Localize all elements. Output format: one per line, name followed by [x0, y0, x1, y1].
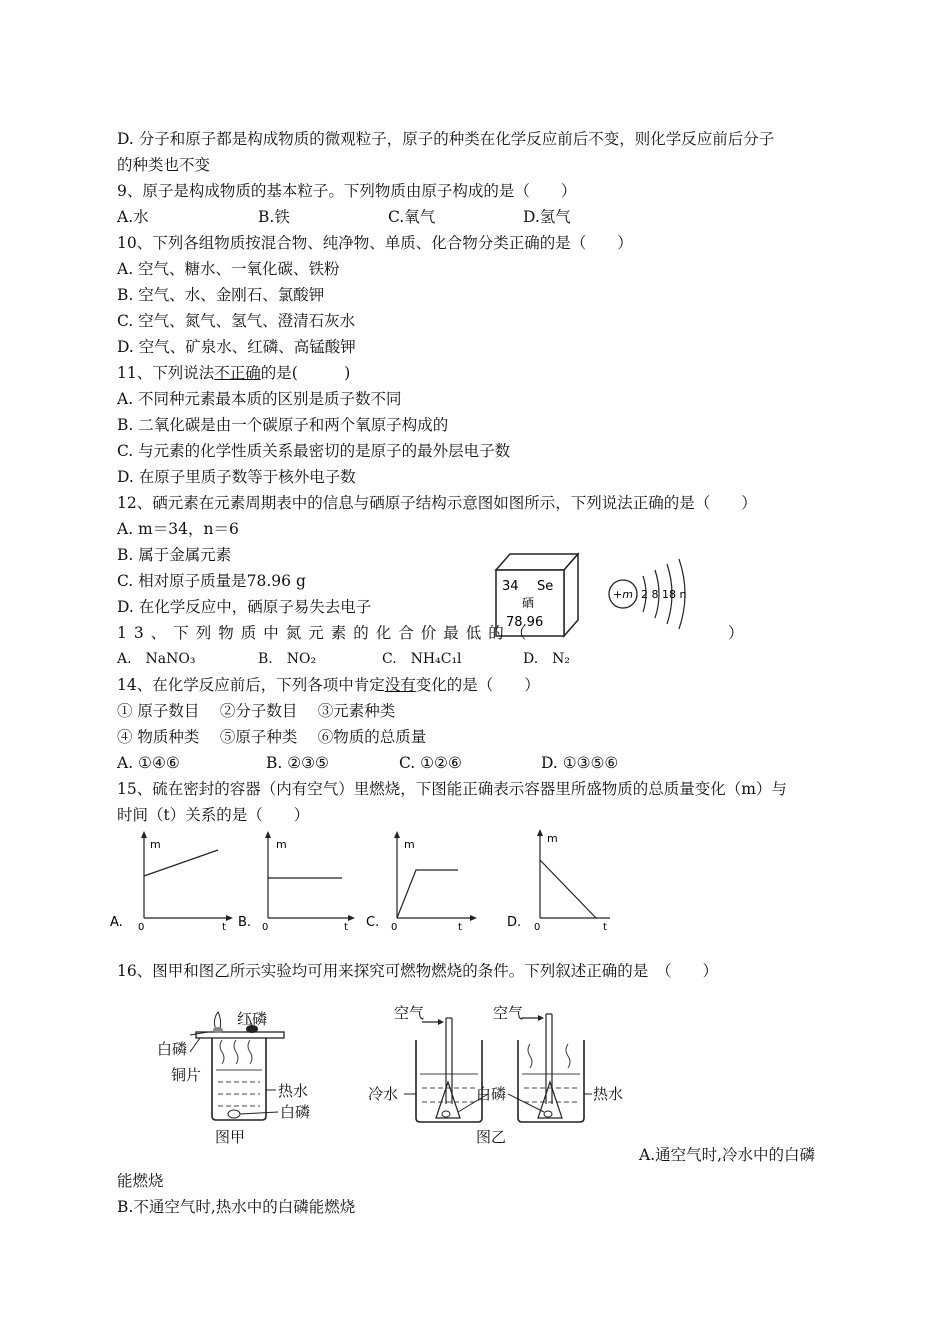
q15-graph-a [110, 831, 233, 933]
q11-underline: 不正确 [214, 364, 261, 382]
graph-d-label: D. [507, 915, 522, 930]
atom-shells: 2 8 18 n [641, 588, 687, 601]
q12-option-b: B. 属于金属元素 [117, 546, 232, 564]
q16-stem: 16、图甲和图乙所示实验均可用来探究可燃物燃烧的条件。下列叙述正确的是 （ ） [117, 962, 718, 980]
q11-stem: 11、下列说法不正确的是( ) [117, 364, 351, 382]
q10-option-a: A. 空气、糖水、一氧化碳、铁粉 [117, 260, 340, 278]
graph-c-y: m [404, 838, 415, 851]
q13-option-b: B. NO₂ [258, 651, 317, 667]
fig-jia-hot-water: 热水 [278, 1082, 309, 1100]
fig-yi-white-p: 白磷 [476, 1085, 507, 1103]
q15-graph-d [507, 829, 610, 933]
q12-option-d: D. 在化学反应中，硒原子易失去电子 [117, 598, 372, 616]
graph-a-y: m [150, 838, 161, 851]
q9-option-d: D.氢气 [523, 208, 571, 226]
q13-option-a: A. NaNO₃ [117, 651, 196, 667]
q11-option-b: B. 二氧化碳是由一个碳原子和两个氧原子构成的 [117, 416, 449, 434]
q8-option-d-line2: 的种类也不变 [117, 156, 211, 174]
fig-yi-air-2: 空气 [493, 1004, 524, 1022]
q12-stem: 12、硒元素在元素周期表中的信息与硒原子结构示意图如图所示，下列说法正确的是（ ） [117, 494, 757, 512]
graph-c-origin: 0 [391, 922, 398, 933]
q15-stem-line1: 15、硫在密封的容器（内有空气）里燃烧，下图能正确表示容器里所盛物质的总质量变化（m）与 [117, 780, 787, 798]
q14-items-row1: ① 原子数目 ②分子数目 ③元素种类 [117, 702, 396, 720]
q13-stem: 13、下列物质中氮元素的化合价最低的（ [117, 624, 534, 642]
q14-option-a: A. ①④⑥ [117, 754, 180, 772]
graph-a-line [144, 850, 218, 876]
q10-stem: 10、下列各组物质按混合物、纯净物、单质、化合物分类正确的是（ ） [117, 234, 633, 252]
graph-d-line [540, 860, 596, 918]
fig-jia-caption: 图甲 [215, 1128, 246, 1146]
q14-stem: 14、在化学反应前后，下列各项中肯定没有变化的是（ ） [117, 676, 540, 694]
q11-option-a: A. 不同种元素最本质的区别是质子数不同 [117, 390, 402, 408]
fig-yi-caption: 图乙 [476, 1128, 507, 1146]
graph-d-origin: 0 [534, 922, 541, 933]
graph-a-x: t [222, 922, 226, 933]
q16-option-a-line2: 能燃烧 [117, 1172, 164, 1190]
q10-option-c: C. 空气、氮气、氢气、澄清石灰水 [117, 312, 356, 330]
fig-jia-white-p-bottom: 白磷 [280, 1103, 311, 1121]
fig-yi-hot-water: 热水 [593, 1085, 624, 1103]
graph-a-origin: 0 [138, 922, 145, 933]
element-name: 硒 [522, 596, 535, 610]
q9-option-c: C.氧气 [388, 208, 436, 226]
graph-d-y: m [547, 832, 558, 845]
q8-option-d-line1: D. 分子和原子都是构成物质的微观粒子，原子的种类在化学反应前后不变，则化学反应前后分子 [117, 130, 775, 148]
q14-option-b: B. ②③⑤ [266, 754, 329, 772]
q10-option-b: B. 空气、水、金刚石、氯酸钾 [117, 286, 325, 304]
q13-close-paren: ） [728, 624, 744, 642]
q13-option-c: C. NH₄C₁l [382, 651, 462, 667]
q14-items-row2: ④ 物质种类 ⑤原子种类 ⑥物质的总质量 [117, 728, 427, 746]
element-symbol: Se [537, 579, 554, 594]
q16-option-b: B.不通空气时,热水中的白磷能燃烧 [117, 1198, 356, 1216]
fig-yi-cold-water: 冷水 [368, 1085, 399, 1103]
graph-d-x: t [603, 922, 607, 933]
selenium-atom-diagram [603, 558, 693, 630]
q15-graphs [110, 826, 610, 938]
q14-option-d: D. ①③⑤⑥ [541, 754, 619, 772]
q15-graph-b [238, 831, 355, 933]
q14-option-c: C. ①②⑥ [399, 754, 462, 772]
element-number: 34 [502, 579, 519, 594]
fig-jia-red-p: 红磷 [237, 1010, 268, 1028]
q13-option-d: D. N₂ [523, 651, 571, 667]
graph-c-x: t [458, 922, 462, 933]
q11-option-c: C. 与元素的化学性质关系最密切的是原子的最外层电子数 [117, 442, 511, 460]
q9-option-b: B.铁 [258, 208, 290, 226]
q12-option-a: A. m＝34，n＝6 [117, 520, 239, 538]
q15-graph-c [366, 831, 477, 933]
q10-option-d: D. 空气、矿泉水、红磷、高锰酸钾 [117, 338, 356, 356]
atom-nucleus: +m [613, 588, 633, 601]
q14-underline: 没有 [384, 676, 416, 694]
q11-option-d: D. 在原子里质子数等于核外电子数 [117, 468, 356, 486]
element-mass: 78.96 [506, 615, 544, 630]
graph-a-label: A. [110, 915, 123, 930]
graph-c-line [397, 870, 458, 918]
q9-stem: 9、原子是构成物质的基本粒子。下列物质由原子构成的是（ ） [117, 182, 577, 200]
graph-b-x: t [344, 922, 348, 933]
q9-option-a: A.水 [117, 208, 149, 226]
graph-c-label: C. [366, 915, 380, 930]
fig-yi-air-1: 空气 [394, 1004, 425, 1022]
graph-b-origin: 0 [262, 922, 269, 933]
fig-jia-copper: 铜片 [171, 1066, 202, 1084]
graph-b-y: m [276, 838, 287, 851]
fig-jia-white-p-top: 白磷 [157, 1040, 188, 1058]
graph-b-label: B. [238, 915, 252, 930]
q16-option-a-line1: A.通空气时,冷水中的白磷 [639, 1146, 816, 1164]
q15-stem-line2: 时间（t）关系的是（ ） [117, 806, 310, 824]
q12-option-c: C. 相对原子质量是78.96 g [117, 572, 306, 590]
